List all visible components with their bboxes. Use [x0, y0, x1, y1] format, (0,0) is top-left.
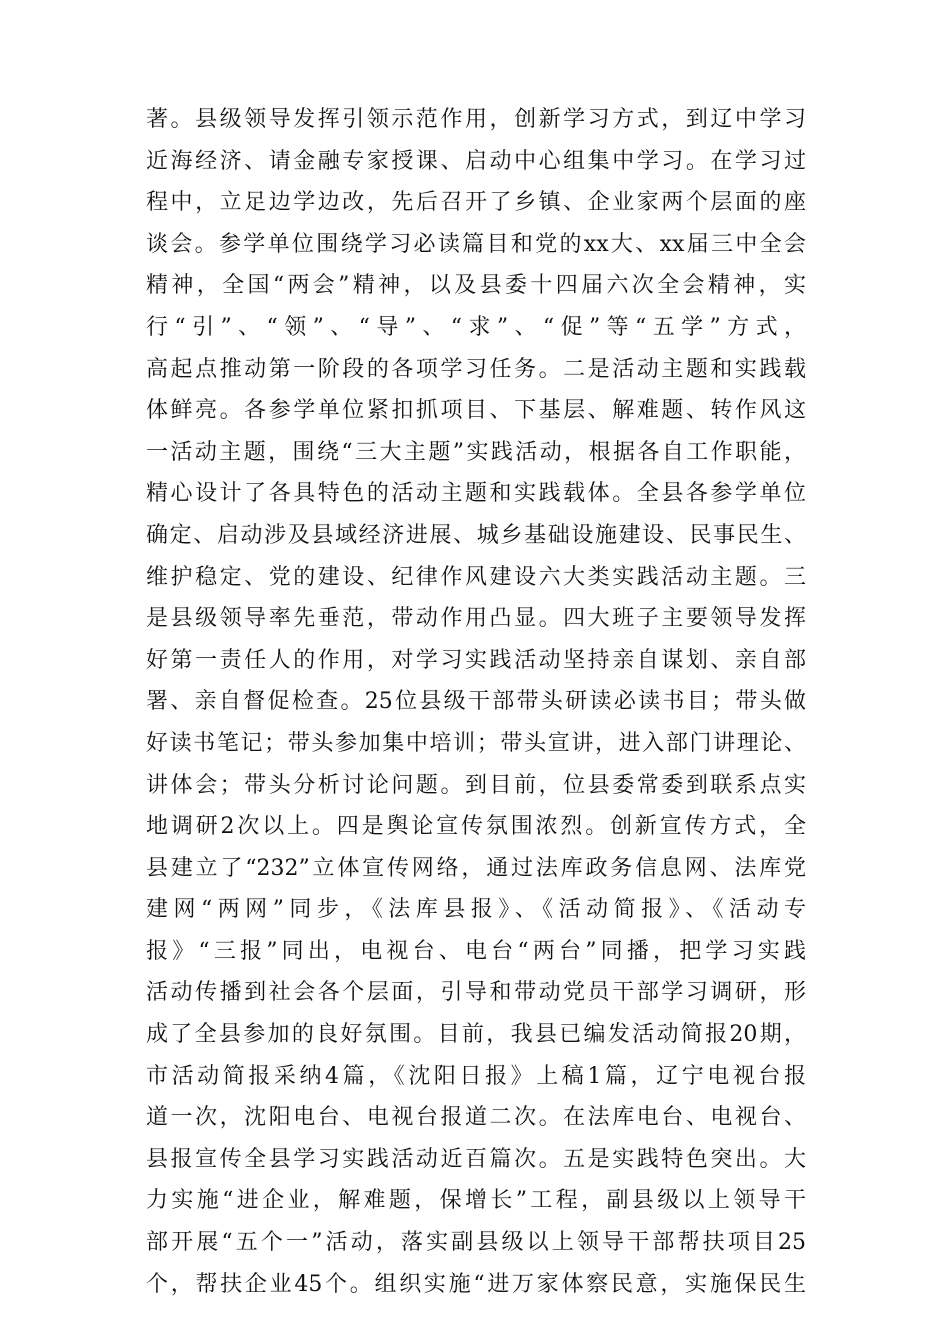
text-line: 高起点推动第一阶段的各项学习任务。二是活动主题和实践载	[146, 356, 806, 382]
text-line: 个，帮扶企业45个。组织实施“进万家体察民意，实施保民生	[146, 1271, 806, 1297]
text-line: 市活动简报采纳4篇，《沈阳日报》上稿1篇，辽宁电视台报	[146, 1063, 806, 1089]
body-text	[146, 99, 806, 1305]
text-line: 活动传播到社会各个层面，引导和带动党员干部学习调研，形	[146, 980, 806, 1006]
text-line: 县建立了“232”立体宣传网络，通过法库政务信息网、法库党	[146, 855, 806, 881]
text-line: 是县级领导率先垂范，带动作用凸显。四大班子主要领导发挥	[146, 606, 806, 632]
text-line: 部开展“五个一”活动，落实副县级以上领导干部帮扶项目25	[146, 1230, 806, 1256]
text-line: 地调研2次以上。四是舆论宣传氛围浓烈。创新宣传方式，全	[146, 814, 806, 840]
text-line: 成了全县参加的良好氛围。目前，我县已编发活动简报20期，	[146, 1022, 806, 1048]
text-line: 好读书笔记；带头参加集中培训；带头宣讲，进入部门讲理论、	[146, 730, 806, 756]
text-line: 县报宣传全县学习实践活动近百篇次。五是实践特色突出。大	[146, 1146, 806, 1172]
text-line: 建网“两网”同步，《法库县报》、《活动简报》、《活动专	[146, 897, 806, 923]
text-line: 署、亲自督促检查。25位县级干部带头研读必读书目；带头做	[146, 689, 806, 715]
text-line: 近海经济、请金融专家授课、启动中心组集中学习。在学习过	[146, 148, 806, 174]
text-line: 讲体会；带头分析讨论问题。到目前，位县委常委到联系点实	[146, 772, 806, 798]
text-line: 程中，立足边学边改，先后召开了乡镇、企业家两个层面的座	[146, 190, 806, 216]
text-line: 精神，全国“两会”精神，以及县委十四届六次全会精神，实	[146, 273, 806, 299]
text-line: 好第一责任人的作用，对学习实践活动坚持亲自谋划、亲自部	[146, 647, 806, 673]
text-line: 一活动主题，围绕“三大主题”实践活动，根据各自工作职能，	[146, 439, 806, 465]
text-line: 力实施“进企业，解难题，保增长”工程，副县级以上领导干	[146, 1188, 806, 1214]
text-line: 体鲜亮。各参学单位紧扣抓项目、下基层、解难题、转作风这	[146, 398, 806, 424]
text-line: 精心设计了各具特色的活动主题和实践载体。全县各参学单位	[146, 481, 806, 507]
text-line: 报》“三报”同出，电视台、电台“两台”同播，把学习实践	[146, 938, 806, 964]
text-line: 行“引”、“领”、“导”、“求”、“促”等“五学”方式，	[146, 314, 806, 340]
text-line: 维护稳定、党的建设、纪律作风建设六大类实践活动主题。三	[146, 564, 806, 590]
text-line: 确定、启动涉及县域经济进展、城乡基础设施建设、民事民生、	[146, 522, 806, 548]
text-line: 道一次，沈阳电台、电视台报道二次。在法库电台、电视台、	[146, 1105, 806, 1131]
text-line: 谈会。参学单位围绕学习必读篇目和党的xx大、xx届三中全会	[146, 231, 806, 257]
text-line: 著。县级领导发挥引领示范作用，创新学习方式，到辽中学习	[146, 107, 806, 132]
